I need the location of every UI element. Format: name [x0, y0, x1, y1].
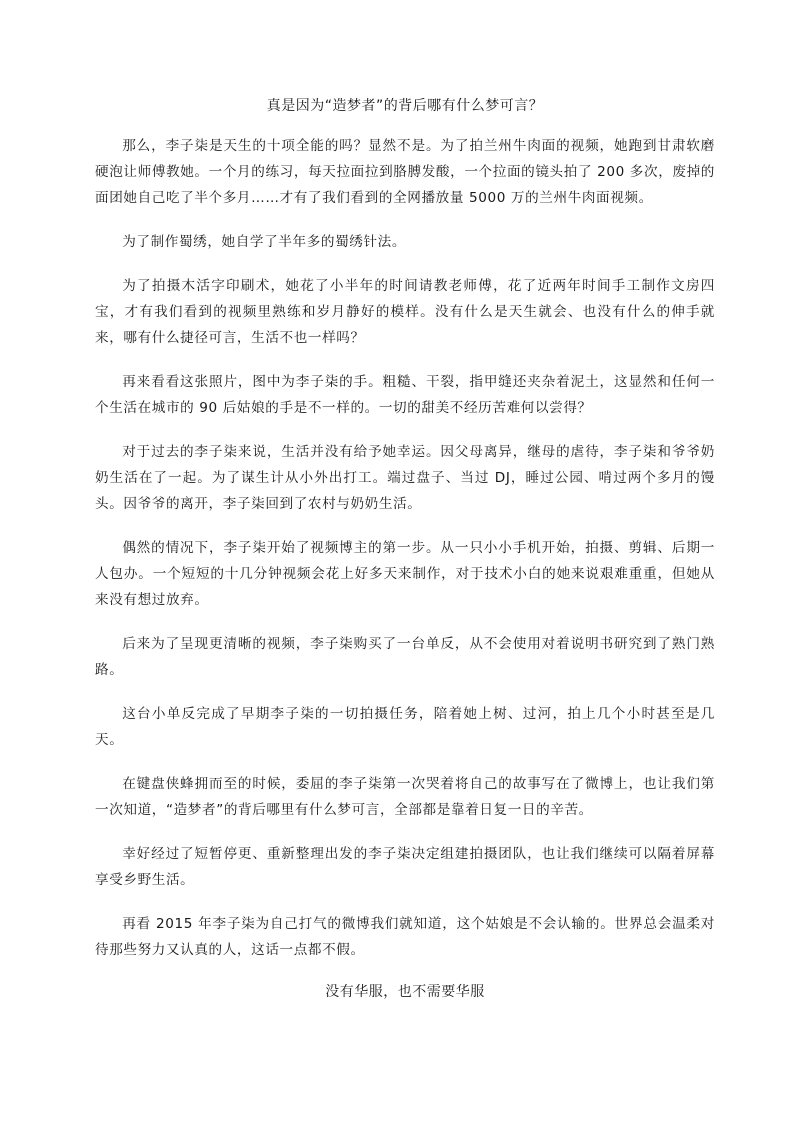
paragraph-10: 幸好经过了短暂停更、重新整理出发的李子柒决定组建拍摄团队，也让我们继续可以隔着屏幕享受乡野生活。 — [95, 846, 715, 888]
section-subheading: 没有华服，也不需要华服 — [325, 984, 485, 1000]
section-heading: 真是因为“造梦者”的背后哪有什么梦可言？ — [266, 98, 544, 114]
document-page — [95, 95, 715, 1003]
paragraph-2: 为了制作蜀绣，她自学了半年多的蜀绣针法。 — [122, 234, 407, 250]
paragraph-6: 偶然的情况下，李子柒开始了视频博主的第一步。从一只小小手机开始，拍摄、剪辑、后期一人包办。一个短短的十几分钟视频会花上好多天来制作，对于技术小白的她来说艰难重重，但她从来没有想过放弃。 — [95, 540, 715, 608]
paragraph-4: 再来看看这张照片，图中为李子柒的手。粗糙、干裂，指甲缝还夹杂着泥土，这显然和任何一个生活在城市的 90 后姑娘的手是不一样的。一切的甜美不经历苦难何以尝得？ — [95, 374, 715, 416]
paragraph-1: 那么，李子柒是天生的十项全能的吗？显然不是。为了拍兰州牛肉面的视频，她跑到甘肃软磨硬泡让师傅教她。一个月的练习，每天拉面拉到胳膊发酸，一个拉面的镜头拍了 200 多次，废掉的面团她自己吃了半个多月……才有了我们看到的全网播放量 5000 万的兰州牛肉面视频。 — [95, 138, 715, 206]
paragraph-7: 后来为了呈现更清晰的视频，李子柒购买了一台单反，从不会使用对着说明书研究到了熟门熟路。 — [95, 636, 715, 678]
paragraph-8: 这台小单反完成了早期李子柒的一切拍摄任务，陪着她上树、过河，拍上几个小时甚至是几天。 — [95, 706, 715, 748]
paragraph-3: 为了拍摄木活字印刷术，她花了小半年的时间请教老师傅，花了近两年时间手工制作文房四宝，才有我们看到的视频里熟练和岁月静好的模样。没有什么是天生就会、也没有什么的伸手就来，哪有什么捷径可言，生活不也一样吗？ — [95, 278, 715, 346]
paragraph-9: 在键盘侠蜂拥而至的时候，委屈的李子柒第一次哭着将自己的故事写在了微博上，也让我们第一次知道，“造梦者”的背后哪里有什么梦可言，全部都是靠着日复一日的辛苦。 — [95, 776, 715, 818]
paragraph-5: 对于过去的李子柒来说，生活并没有给予她幸运。因父母离异，继母的虐待，李子柒和爷爷奶奶生活在了一起。为了谋生计从小外出打工。端过盘子、当过 DJ，睡过公园、啃过两个多月的馒头。因爷爷的离开，李子柒回到了农村与奶奶生活。 — [95, 444, 715, 512]
paragraph-11: 再看 2015 年李子柒为自己打气的微博我们就知道，这个姑娘是不会认输的。世界总会温柔对待那些努力又认真的人，这话一点都不假。 — [95, 916, 715, 958]
